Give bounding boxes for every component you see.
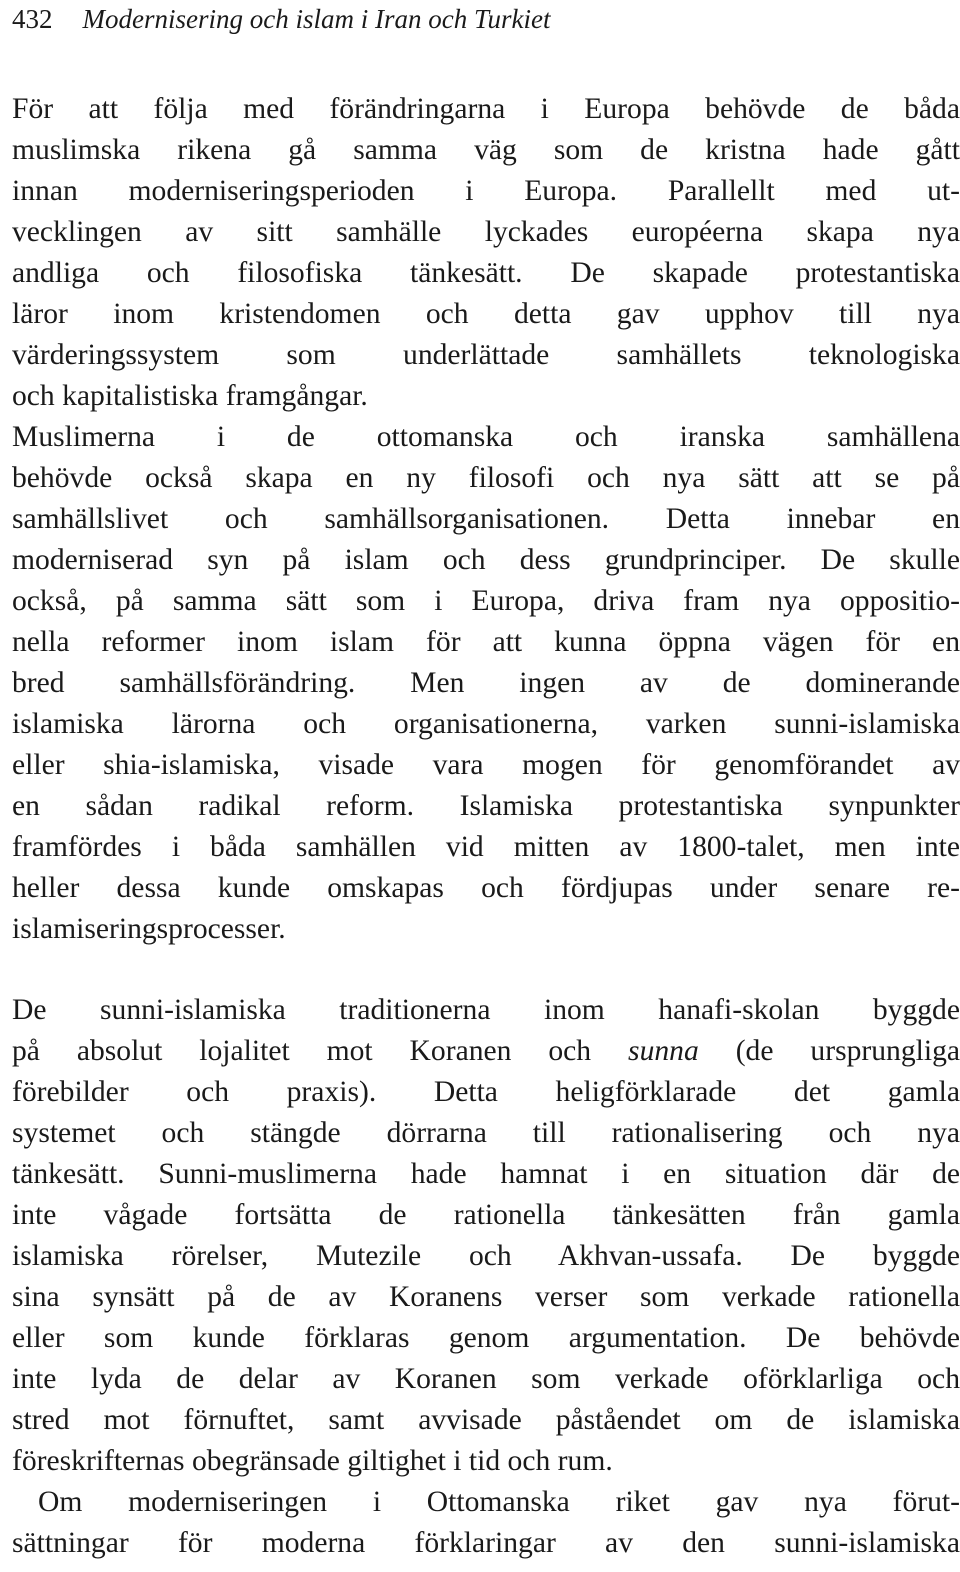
text-line: muslimska rikena gå samma väg som de kristna hade gått <box>12 134 960 166</box>
paragraph-2 <box>12 990 960 1482</box>
text-line: värderingssystem som underlättade samhällets teknologiska <box>12 339 960 371</box>
paragraph-3 <box>12 1482 960 1564</box>
text-line: eller som kunde förklaras genom argumentation. De behövde <box>12 1322 960 1354</box>
text-line: tänkesätt. Sunni-muslimerna hade hamnat i en situation där de <box>12 1158 960 1190</box>
text-line: islamiseringsprocesser. <box>12 913 286 945</box>
text-line: Om moderniseringen i Ottomanska riket gav nya förut- <box>38 1486 960 1518</box>
text-line: systemet och stängde dörrarna till rationalisering och nya <box>12 1117 960 1149</box>
running-title: Modernisering och islam i Iran och Turkiet <box>82 4 551 34</box>
paragraph-1 <box>12 89 960 950</box>
text-line: heller dessa kunde omskapas och fördjupas under senare re- <box>12 872 960 904</box>
text-line: stred mot förnuftet, samt avvisade påståendet om de islamiska <box>12 1404 960 1436</box>
text-segment: (de ursprungliga <box>735 1035 960 1067</box>
text-line: innan moderniseringsperioden i Europa. Parallellt med ut- <box>12 175 960 207</box>
text-line: framfördes i båda samhällen vid mitten av 1800-talet, men inte <box>12 831 960 863</box>
text-line: inte vågade fortsätta de rationella tänkesätten från gamla <box>12 1199 960 1231</box>
text-line: och kapitalistiska framgångar. <box>12 380 368 412</box>
text-line: Muslimerna i de ottomanska och iranska samhällena <box>12 421 960 453</box>
text-line: också, på samma sätt som i Europa, driva fram nya oppositio- <box>12 585 960 617</box>
text-line: islamiska lärorna och organisationerna, varken sunni-islamiska <box>12 708 960 740</box>
page-number: 432 <box>12 4 53 34</box>
text-line: moderniserad syn på islam och dess grundprinciper. De skulle <box>12 544 960 576</box>
text-line: en sådan radikal reform. Islamiska protestantiska synpunkter <box>12 790 960 822</box>
text-line: läror inom kristendomen och detta gav upphov till nya <box>12 298 960 330</box>
running-head <box>12 4 550 34</box>
text-line: eller shia-islamiska, visade vara mogen för genomförandet av <box>12 749 960 781</box>
text-line: inte lyda de delar av Koranen som verkade oförklarliga och <box>12 1363 960 1395</box>
text-line: nella reformer inom islam för att kunna öppna vägen för en <box>12 626 960 658</box>
text-line: förebilder och praxis). Detta heligförklarade det gamla <box>12 1076 960 1108</box>
text-line: islamiska rörelser, Mutezile och Akhvan-ussafa. De byggde <box>12 1240 960 1272</box>
text-line: vecklingen av sitt samhälle lyckades européerna skapa nya <box>12 216 960 248</box>
text-segment: på absolut lojalitet mot Koranen och <box>12 1035 592 1067</box>
text-line: sina synsätt på de av Koranens verser som verkade rationella <box>12 1281 960 1313</box>
text-line: behövde också skapa en ny filosofi och nya sätt att se på <box>12 462 960 494</box>
text-line: De sunni-islamiska traditionerna inom hanafi-skolan byggde <box>12 994 960 1026</box>
text-line-with-emphasis <box>12 1031 960 1072</box>
text-line: andliga och filosofiska tänkesätt. De skapade protestantiska <box>12 257 960 289</box>
emphasis-sunna: sunna <box>628 1035 699 1067</box>
text-line: bred samhällsförändring. Men ingen av de dominerande <box>12 667 960 699</box>
text-line: samhällslivet och samhällsorganisationen. Detta innebar en <box>12 503 960 535</box>
text-line: För att följa med förändringarna i Europa behövde de båda <box>12 93 960 125</box>
text-line: sättningar för moderna förklaringar av den sunni-islamiska <box>12 1527 960 1559</box>
text-line: föreskrifternas obegränsade giltighet i tid och rum. <box>12 1445 613 1477</box>
